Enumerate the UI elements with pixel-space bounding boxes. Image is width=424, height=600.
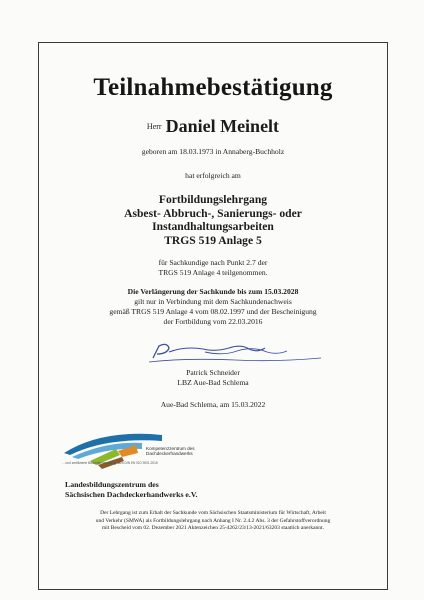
footer-line: mit Bescheid vom 02. Dezember 2021 Aktenzeichen 25-4262/23/13-2021/63203 staatlich anerkannt. [102,525,324,532]
renewal-line: gilt nur in Verbindung mit dem Sachkundenachweis [134,297,292,306]
participant-row [38,116,388,137]
place-and-date: Aue-Bad Schlema, am 15.03.2022 [160,400,266,409]
salutation: Herr [146,122,162,131]
signer-organization: LBZ Aue-Bad Schlema [177,378,249,387]
topic-line: TRGS 519 Anlage 4 teilgenommen. [158,268,268,277]
issuer-name [65,480,197,500]
course-line: TRGS 519 Anlage 5 [164,233,262,247]
issuer-line: Sächsischen Dachdeckerhandwerks e.V. [65,490,198,499]
organization-logo [62,425,212,479]
issuer-line: Landesbildungszentrum des [65,480,159,489]
topic-text [38,258,388,278]
course-line: Instandhaltungsarbeiten [152,220,274,234]
signer-block [38,368,388,388]
logo-caption: ... und zertifizierte Bildungseinrichtung nach DIN EN ISO 9001:2015 [62,461,158,465]
footer-line: und Verkehr (SMWA) als Fortbildungslehrgang nach Anhang I Nr. 2.4.2 Abs. 3 der Gefahrstoffverordnung [95,517,331,524]
course-title [38,193,388,247]
renewal-line: gemäß TRGS 519 Anlage 4 vom 08.02.1997 und der Bescheinigung [109,307,317,316]
handwritten-signature [145,340,325,368]
participant-name: Daniel Meinelt [165,116,280,136]
topic-line: für Sachkundige nach Punkt 2.7 der [158,258,268,267]
footer-line: Der Lehrgang ist zum Erhalt der Sachkunde vom Sächsischen Staatsministerium für Wirtschaft, Arbeit [100,510,326,516]
renewal-block [38,287,388,327]
signer-name: Patrick Schneider [186,368,240,377]
success-line: hat erfolgreich am [185,171,241,180]
birth-info: geboren am 18.03.1973 in Annaberg-Buchholz [141,147,285,156]
course-line: Fortbildungslehrgang [158,193,268,206]
certificate-title: Teilnahmebestätigung [93,74,333,101]
renewal-heading: Die Verlängerung der Sachkunde bis zum 15.03.2028 [127,287,299,296]
course-line: Asbest- Abbruch-, Sanierungs- oder [124,206,302,220]
renewal-line: der Fortbildung vom 22.03.2016 [163,317,263,326]
legal-footer [38,510,388,533]
logo-line-1: Kompetenzzentrum des [146,446,195,451]
logo-line-2: Dachdeckerhandwerks [146,451,193,456]
